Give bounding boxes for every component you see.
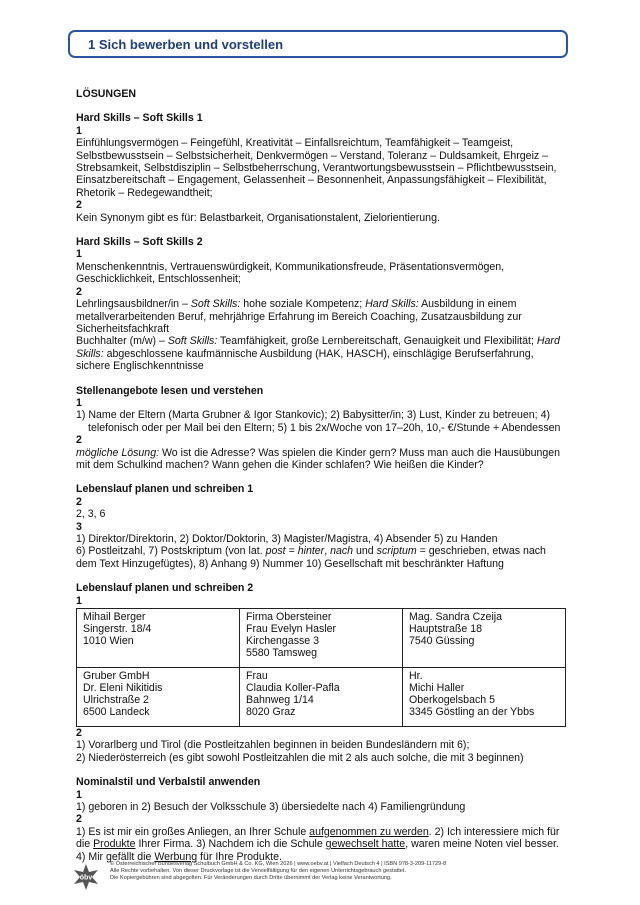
address-cell: Mag. Sandra Czeija Hauptstraße 18 7540 Güssing xyxy=(403,609,566,668)
task-number: 1 xyxy=(76,594,82,607)
task-number: 3 xyxy=(76,520,82,533)
section-title-cv-1: Lebenslauf planen und schreiben 1 xyxy=(76,483,254,496)
address-cell: Firma Obersteiner Frau Evelyn Hasler Kirchengasse 3 5580 Tamsweg xyxy=(240,609,403,668)
answer-text: Menschenkenntnis, Vertrauenswürdigkeit, Kommunikationsfreude, Präsentationsvermögen, Geschicklichkeit, Entschlossenheit; xyxy=(76,260,505,286)
chapter-header xyxy=(68,30,568,58)
answer-text: 6) Postleitzahl, 7) Postskriptum (von lat. post = hinter, nach und scriptum = geschrieben, etwas nach dem Text Hinzugefügtes), 8) Anhang 9) Nummer 10) Gesellschaft mit beschränkter Haftung xyxy=(76,545,546,570)
task-number: 1 xyxy=(76,396,82,409)
answer-text: mögliche Lösung: Wo ist die Adresse? Was spielen die Kinder gern? Muss man auch die Hausübungen mit dem Schulkind machen? Wann gehen die Kinder schlafen? Wie heißen die Kinder? xyxy=(76,446,561,471)
task-number: 2 xyxy=(76,199,82,212)
answer-text: 1) geboren in 2) Besuch der Volksschule 3) übersiedelte nach 4) Familiengründung xyxy=(76,801,466,814)
answer-text: 2) Niederösterreich (es gibt sowohl Postleitzahlen die mit 2 als auch solche, die mit 3 beginnen) xyxy=(76,751,524,764)
solutions-content xyxy=(76,88,566,863)
chapter-title: 1 Sich bewerben und vorstellen xyxy=(88,37,284,52)
address-cell: Frau Claudia Koller-Pafla Bahnweg 1/14 8020 Graz xyxy=(240,668,403,727)
answer-text: 1) Es ist mir ein großes Anliegen, an Ihrer Schule aufgenommen zu werden. 2) Ich interessiere mich für die Produkte Ihrer Firma. 3) Nachdem ich die Schule gewechselt hatte, waren meine Noten viel besser. 4) Mir gefällt die Werbung für Ihre Produkte. xyxy=(76,825,560,863)
answer-text: 2, 3, 6 xyxy=(76,508,106,521)
section-title-job-offers: Stellenangebote lesen und verstehen xyxy=(76,384,264,397)
answer-text: 1) Name der Eltern (Marta Grubner & Igor Stankovic); 2) Babysitter/in; 3) Lust, Kinder zu betreuen; 4) telefonisch oder per Mail bei den Eltern; 5) 1 bis 2x/Woche von 17–20h, 10,- €/Stunde + Abendessen xyxy=(76,409,561,434)
oebv-logo-icon xyxy=(72,863,100,891)
table-row xyxy=(77,668,566,727)
section-title-hard-soft-2: Hard Skills – Soft Skills 2 xyxy=(76,236,203,249)
copyright-text: © Österreichischer Bundesverlag Schulbuch GmbH & Co. KG, Wien 2026 | www.oebv.at | Vielfach Deutsch 4 | ISBN 978-3-209-11729-8 Alle Rechte vorbehalten. Von dieser Druckvorlage ist die Vervielfältigung für den eigenen Unterrichtsgebrauch gestattet. Die Kopiergebühren sind abgegolten. Für Veränderungen durch Dritte übernimmt der Verlag keine Verantwortung. xyxy=(110,861,447,882)
task-number: 1 xyxy=(76,124,82,137)
answer-text: Kein Synonym gibt es für: Belastbarkeit, Organisationstalent, Zielorientierung. xyxy=(76,211,440,224)
answer-apprentice-trainer: Lehrlingsausbildner/in – Soft Skills: hohe soziale Kompetenz; Hard Skills: Ausbildung in einem metallverarbeitenden Beruf, mehrjährige Erfahrung im Bereich Coaching, Zusatzausbildung zur Sicherheitsfachkraft xyxy=(76,298,522,335)
page-title: LÖSUNGEN xyxy=(76,88,137,100)
answer-accountant: Buchhalter (m/w) – Soft Skills: Teamfähigkeit, große Lernbereitschaft, Genauigkeit und Flexibilität; Hard Skills: abgeschlossene kaufmännische Ausbildung (HAK, HASCH), einschlägige Berufserfahrung, sichere Englischkenntnisse xyxy=(76,335,560,373)
address-cell: Hr. Michi Haller Oberkogelsbach 5 3345 Göstling an der Ybbs xyxy=(403,668,566,727)
address-table xyxy=(76,608,566,727)
answer-text: Einfühlungsvermögen – Feingefühl, Kreativität – Einfallsreichtum, Teamfähigkeit – Teamgeist, Selbstbewusstsein – Selbstsicherheit, Denkvermögen – Verstand, Toleranz – Duldsamkeit, Ehrgeiz – Strebsamkeit, Selbstdisziplin – Selbstbeherrschung, Verantwortungsbewusstsein – Pflichtbewusstsein, Einsatzbereitschaft – Engagement, Gelassenheit – Besonnenheit, Anpassungsfähigkeit – Flexibilität, Rhetorik – Redegewandtheit; xyxy=(76,137,557,199)
answer-text: 1) Direktor/Direktorin, 2) Doktor/Doktorin, 3) Magister/Magistra, 4) Absender 5) zu Handen xyxy=(76,533,498,545)
task-number: 2 xyxy=(76,285,82,298)
task-number: 2 xyxy=(76,434,82,447)
svg-text:öbv: öbv xyxy=(79,874,93,882)
task-number: 1 xyxy=(76,248,82,261)
address-cell: Mihail Berger Singerstr. 18/4 1010 Wien xyxy=(77,609,240,668)
table-row xyxy=(77,609,566,668)
section-title-nominal-verbal: Nominalstil und Verbalstil anwenden xyxy=(76,776,261,789)
section-title-hard-soft-1: Hard Skills – Soft Skills 1 xyxy=(76,112,203,125)
address-cell: Gruber GmbH Dr. Eleni Nikitidis Ulrichstraße 2 6500 Landeck xyxy=(77,668,240,727)
section-title-cv-2: Lebenslauf planen und schreiben 2 xyxy=(76,582,254,595)
task-number: 2 xyxy=(76,727,82,740)
task-number: 1 xyxy=(76,788,82,801)
task-number: 2 xyxy=(76,813,82,826)
answer-text: 1) Vorarlberg und Tirol (die Postleitzahlen beginnen in beiden Bundesländern mit 6); xyxy=(76,739,470,752)
task-number: 2 xyxy=(76,495,82,508)
